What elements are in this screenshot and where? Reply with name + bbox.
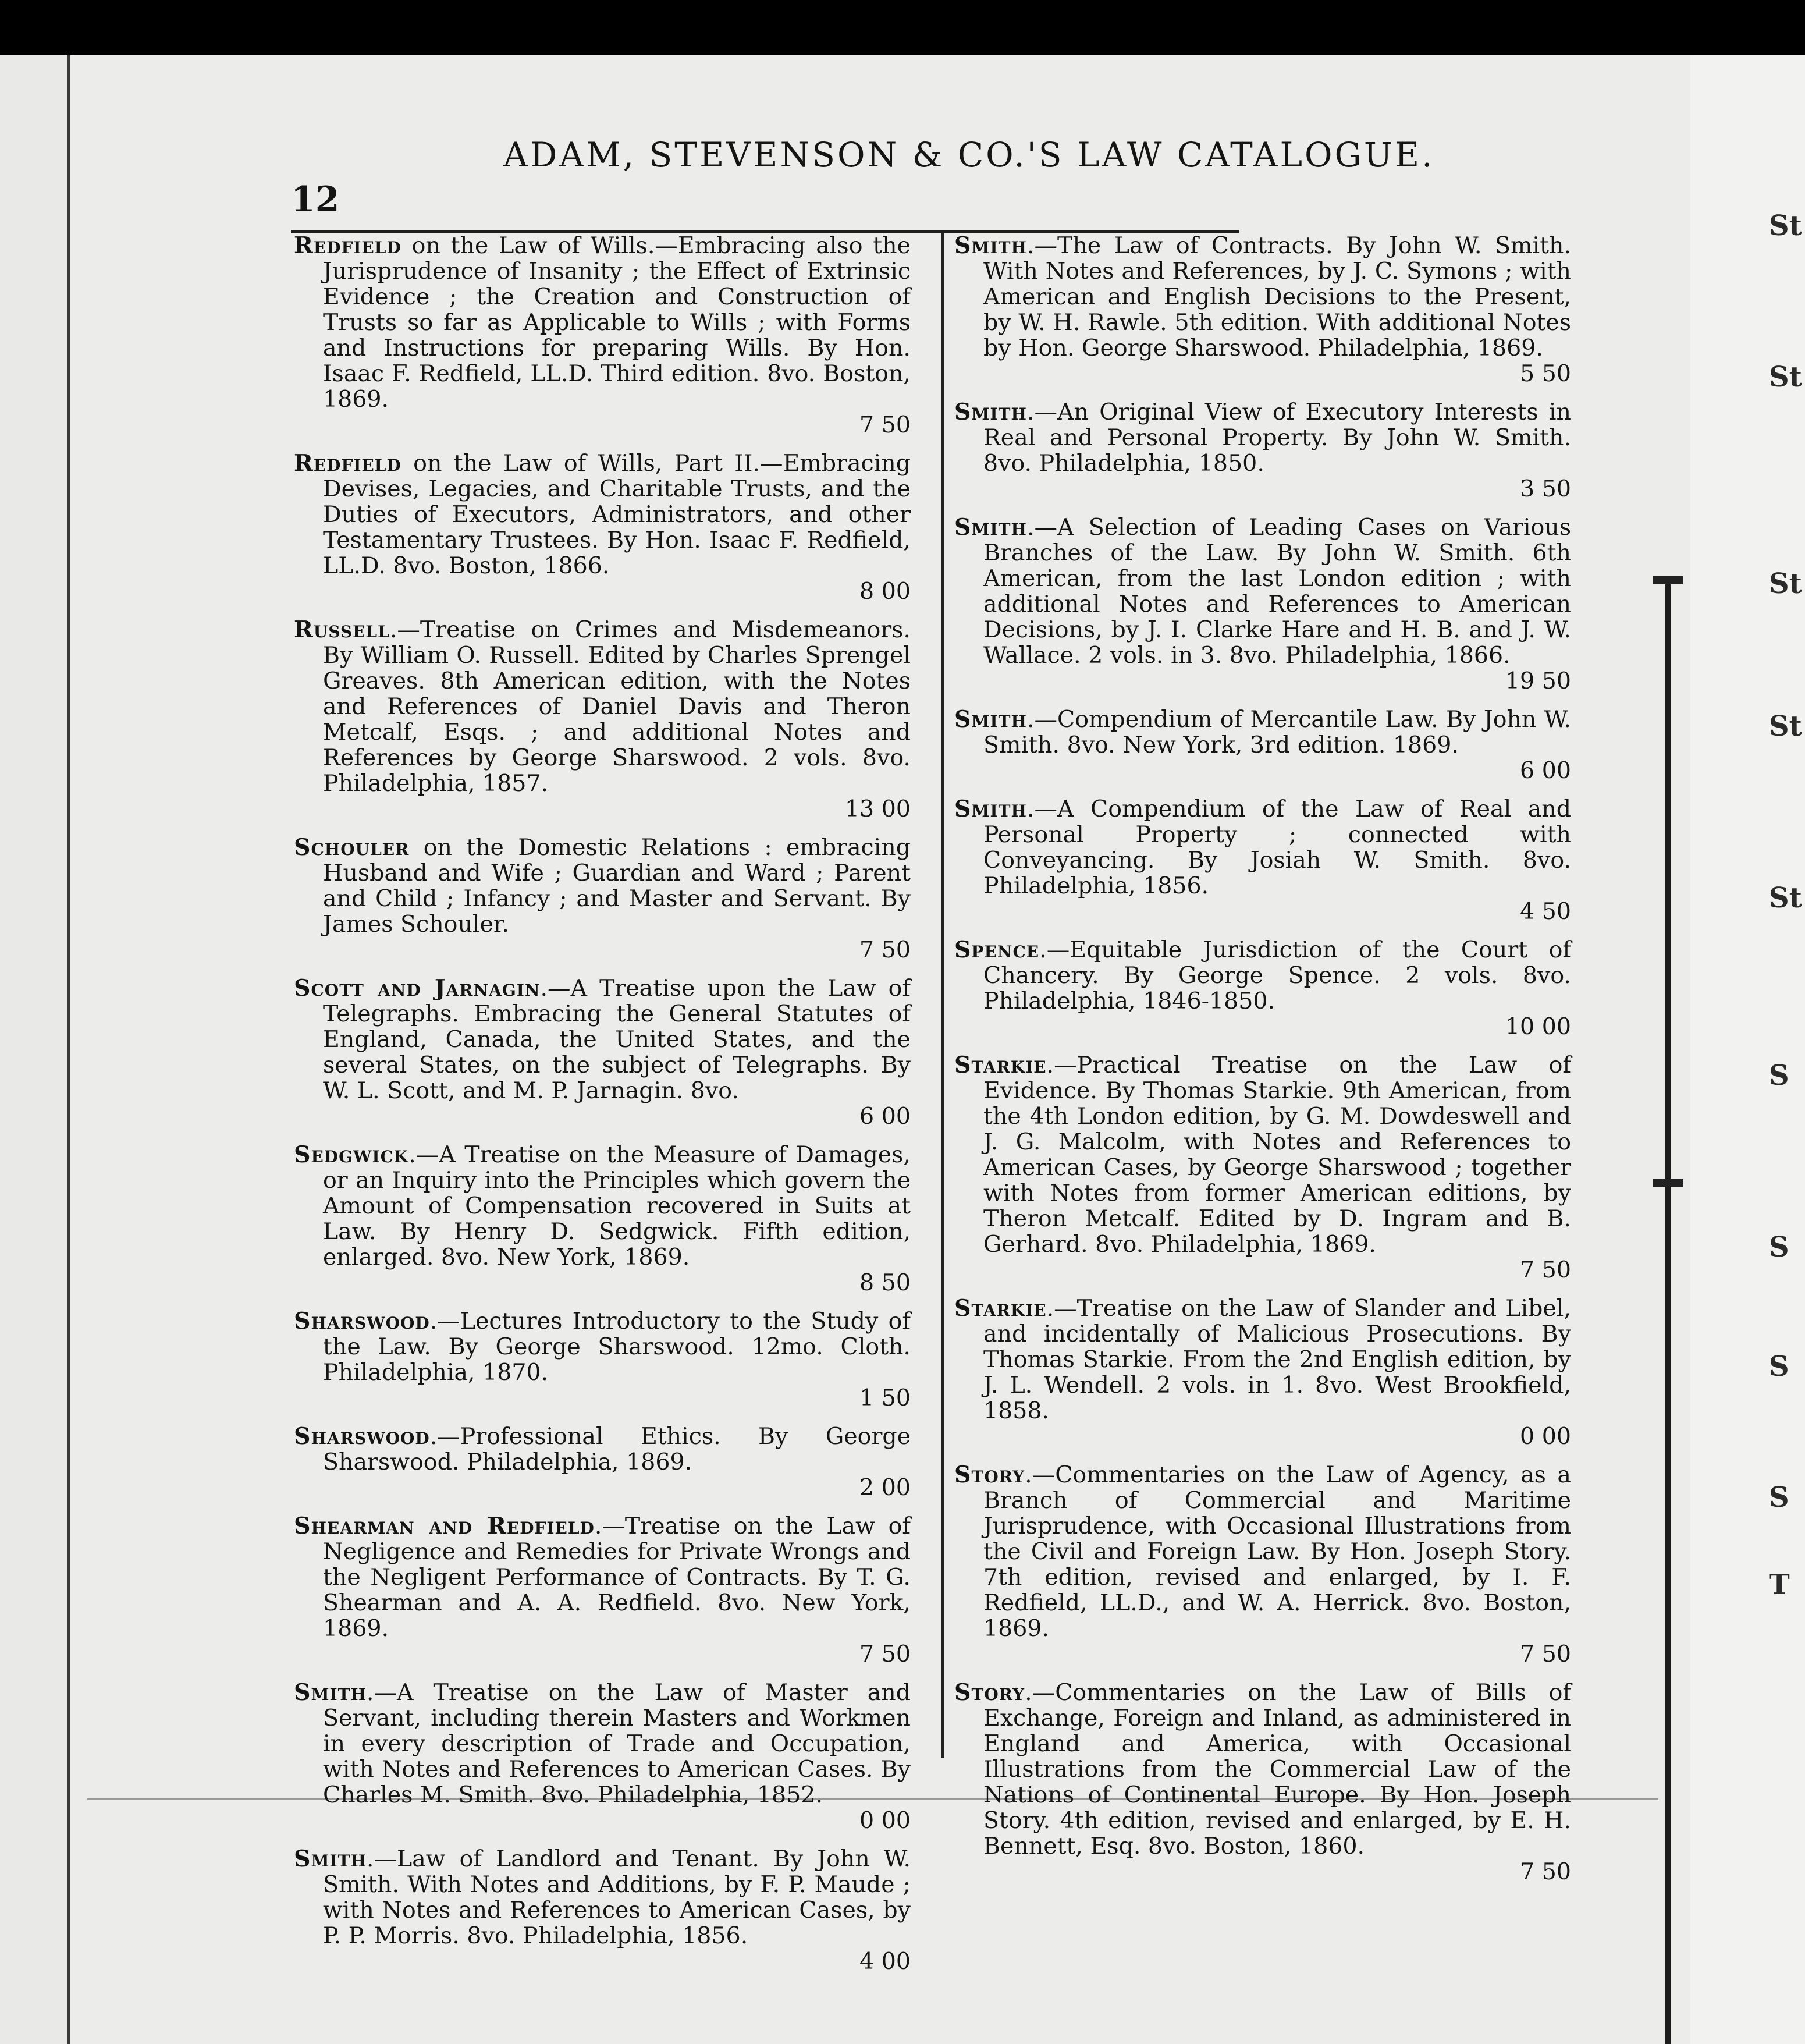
catalogue-entry [294,617,911,822]
entry-price: 8 50 [859,1269,911,1296]
catalogue-entry [294,233,911,438]
adjacent-page-letter: S [1769,1350,1789,1383]
entry-description: .—Professional Ethics. By George Sharswood. Philadelphia, 1869. [323,1423,911,1475]
binding-edge-line [1665,576,1671,2044]
adjacent-page-strip [1690,55,1805,2044]
entry-description: .—Equitable Jurisdiction of the Court of Chancery. By George Spence. 2 vols. 8vo. Philadelphia, 1846-1850. [983,936,1571,1014]
entry-price: 7 50 [1520,1257,1571,1283]
catalogue-entry [294,1424,911,1500]
entry-heading: Russell [294,616,390,643]
binding-edge-tick [1653,576,1683,584]
entry-description: .—A Compendium of the Law of Real and Personal Property ; connected with Conveyancing. By Josiah W. Smith. 8vo. Philadelphia, 1856. [983,796,1571,899]
catalogue-entry [294,1308,911,1411]
entry-description: on the Domestic Relations : embracing Husband and Wife ; Guardian and Ward ; Parent and Child ; Infancy ; and Master and Servant. By James Schouler. [323,834,911,938]
running-head: ADAM, STEVENSON & CO.'S LAW CATALOGUE. [503,135,1435,175]
adjacent-page-letter: St [1769,710,1802,743]
entry-heading: Smith [954,796,1027,822]
catalogue-entry [954,1680,1571,1885]
entry-description: .—Practical Treatise on the Law of Evidence. By Thomas Starkie. 9th American, from the 4th London edition, by G. M. Dowdeswell and J. G. Malcolm, with Notes and References to American Cases, by George Sharswood ; together with Notes from former American editions, by Theron Metcalf. Edited by D. Ingram and B. Gerhard. 8vo. Philadelphia, 1869. [983,1052,1571,1258]
entry-heading: Sharswood [294,1308,430,1335]
entry-price: 0 00 [1520,1423,1571,1450]
adjacent-page-letter: St [1769,567,1802,600]
entry-heading: Shearman and Redfield [294,1513,595,1539]
adjacent-page-letter: St [1769,882,1802,914]
entry-heading: Spence [954,936,1040,963]
catalogue-entry [954,399,1571,502]
catalogue-entry [954,707,1571,783]
entry-heading: Story [954,1461,1025,1488]
entry-heading: Sharswood [294,1423,430,1450]
entry-price: 13 00 [844,796,911,822]
entry-description: .—Law of Landlord and Tenant. By John W. Smith. With Notes and Additions, by F. P. Maude ; with Notes and References to American Cases, by P. P. Morris. 8vo. Philadelphia, 1856. [323,1846,911,1949]
entry-heading: Smith [294,1846,367,1872]
adjacent-page-letter: S [1769,1231,1789,1264]
entry-heading: Sedgwick [294,1141,409,1168]
entry-heading: Redfield [294,232,401,259]
entry-price: 4 00 [859,1948,911,1975]
entry-price: 10 00 [1505,1013,1571,1040]
catalogue-entry [954,1296,1571,1449]
entry-price: 7 50 [859,1641,911,1667]
entry-heading: Starkie [954,1295,1047,1322]
entry-price: 19 50 [1505,668,1571,694]
page-number: 12 [291,179,340,220]
catalogue-entry [294,1513,911,1667]
catalogue-entry [954,937,1571,1039]
adjacent-page-letter: St [1769,361,1802,393]
entry-price: 7 50 [859,411,911,438]
entry-price: 2 00 [859,1474,911,1501]
catalogue-entry [954,233,1571,386]
catalogue-entry [294,1680,911,1833]
entry-heading: Story [954,1679,1025,1706]
catalogue-entry [954,1052,1571,1283]
entry-price: 4 50 [1520,898,1571,925]
entry-price: 7 50 [1520,1858,1571,1885]
entry-heading: Smith [294,1679,367,1706]
entry-description: .—Compendium of Mercantile Law. By John W. Smith. 8vo. New York, 3rd edition. 1869. [983,706,1571,758]
entry-heading: Redfield [294,450,401,477]
entry-price: 6 00 [1520,757,1571,784]
binding-edge-tick [1653,1179,1683,1187]
entry-price: 6 00 [859,1103,911,1130]
catalogue-entry [954,796,1571,924]
entry-price: 1 50 [859,1385,911,1411]
entry-price: 7 50 [1520,1641,1571,1667]
entry-description: .—Lectures Introductory to the Study of the Law. By George Sharswood. 12mo. Cloth. Philadelphia, 1870. [323,1308,911,1386]
entry-description: .—Treatise on Crimes and Misdemeanors. By William O. Russell. Edited by Charles Sprengel Greaves. 8th American edition, with the Notes and References of Daniel Davis and Theron Metcalf, Esqs. ; and additional Notes and References by George Sharswood. 2 vols. 8vo. Philadelphia, 1857. [323,616,911,797]
catalogue-entry [954,514,1571,694]
entry-heading: Scott and Jarnagin [294,975,541,1002]
catalogue-entry [294,835,911,963]
entry-heading: Smith [954,399,1027,425]
entry-description: .—Treatise on the Law of Slander and Libel, and incidentally of Malicious Prosecutions. By Thomas Starkie. From the 2nd English edition, by J. L. Wendell. 2 vols. in 1. 8vo. West Brookfield, 1858. [983,1295,1571,1424]
adjacent-page-letter: T [1769,1569,1790,1601]
entry-description: .—The Law of Contracts. By John W. Smith. With Notes and References, by J. C. Symons ; with American and English Decisions to the Present, by W. H. Rawle. 5th edition. With additional Notes by Hon. George Sharswood. Philadelphia, 1869. [983,232,1571,361]
catalogue-entry [294,1142,911,1296]
entry-heading: Smith [954,514,1027,541]
entry-description: .—An Original View of Executory Interests in Real and Personal Property. By John W. Smith. 8vo. Philadelphia, 1850. [983,399,1571,477]
entry-price: 8 00 [859,578,911,605]
entry-heading: Schouler [294,834,410,861]
catalogue-entry [294,450,911,604]
entry-heading: Smith [954,232,1027,259]
entry-heading: Smith [954,706,1027,733]
entry-heading: Starkie [954,1052,1047,1078]
entry-description: .—A Treatise on the Measure of Damages, or an Inquiry into the Principles which govern the Amount of Compensation recovered in Suits at Law. By Henry D. Sedgwick. Fifth edition, enlarged. 8vo. New York, 1869. [323,1141,911,1271]
entry-price: 0 00 [859,1807,911,1834]
catalogue-entry [294,1846,911,1974]
adjacent-page-letter: S [1769,1059,1789,1092]
left-column [294,233,911,1987]
right-column [954,233,1571,1897]
entry-description: .—Treatise on the Law of Negligence and Remedies for Private Wrongs and the Negligent Performance of Contracts. By T. G. Shearman and A. A. Redfield. 8vo. New York, 1869. [323,1513,911,1642]
scan-top-border [0,0,1805,55]
entry-description: .—A Treatise upon the Law of Telegraphs. Embracing the General Statutes of England, Canada, the United States, and the several States, on the subject of Telegraphs. By W. L. Scott, and M. P. Jarnagin. 8vo. [323,975,911,1104]
entry-description: on the Law of Wills, Part II.—Embracing Devises, Legacies, and Charitable Trusts, and the Duties of Executors, Administrators, and other Testamentary Trustees. By Hon. Isaac F. Redfield, LL.D. 8vo. Boston, 1866. [323,450,911,579]
entry-description: .—A Selection of Leading Cases on Various Branches of the Law. By John W. Smith. 6th American, from the last London edition ; with additional Notes and References to American Decisions, by J. I. Clarke Hare and H. B. and J. W. Wallace. 2 vols. in 3. 8vo. Philadelphia, 1866. [983,514,1571,669]
adjacent-page-letter: St [1769,210,1802,242]
catalogue-entry [954,1462,1571,1667]
entry-price: 5 50 [1520,360,1571,387]
catalogue-entry [294,975,911,1129]
entry-price: 3 50 [1520,475,1571,502]
entry-description: on the Law of Wills.—Embracing also the Jurisprudence of Insanity ; the Effect of Extrinsic Evidence ; the Creation and Construction of Trusts so far as Applicable to Wills ; with Forms and Instructions for preparing Wills. By Hon. Isaac F. Redfield, LL.D. Third edition. 8vo. Boston, 1869. [323,232,911,413]
column-divider [941,233,944,1758]
adjacent-page-letter: S [1769,1481,1789,1514]
entry-description: .—Commentaries on the Law of Bills of Exchange, Foreign and Inland, as administered in England and America, with Occasional Illustrations from the Commercial Law of the Nations of Continental Europe. By Hon. Joseph Story. 4th edition, revised and enlarged, by E. H. Bennett, Esq. 8vo. Boston, 1860. [983,1679,1571,1860]
entry-price: 7 50 [859,936,911,963]
entry-description: .—A Treatise on the Law of Master and Servant, including therein Masters and Workmen in every description of Trade and Occupation, with Notes and References to American Cases. By Charles M. Smith. 8vo. Philadelphia, 1852. [323,1679,911,1808]
entry-description: .—Commentaries on the Law of Agency, as a Branch of Commercial and Maritime Jurisprudence, with Occasional Illustrations from the Civil and Foreign Law. By Hon. Joseph Story. 7th edition, revised and enlarged, by I. F. Redfield, LL.D., and W. A. Herrick. 8vo. Boston, 1869. [983,1461,1571,1642]
